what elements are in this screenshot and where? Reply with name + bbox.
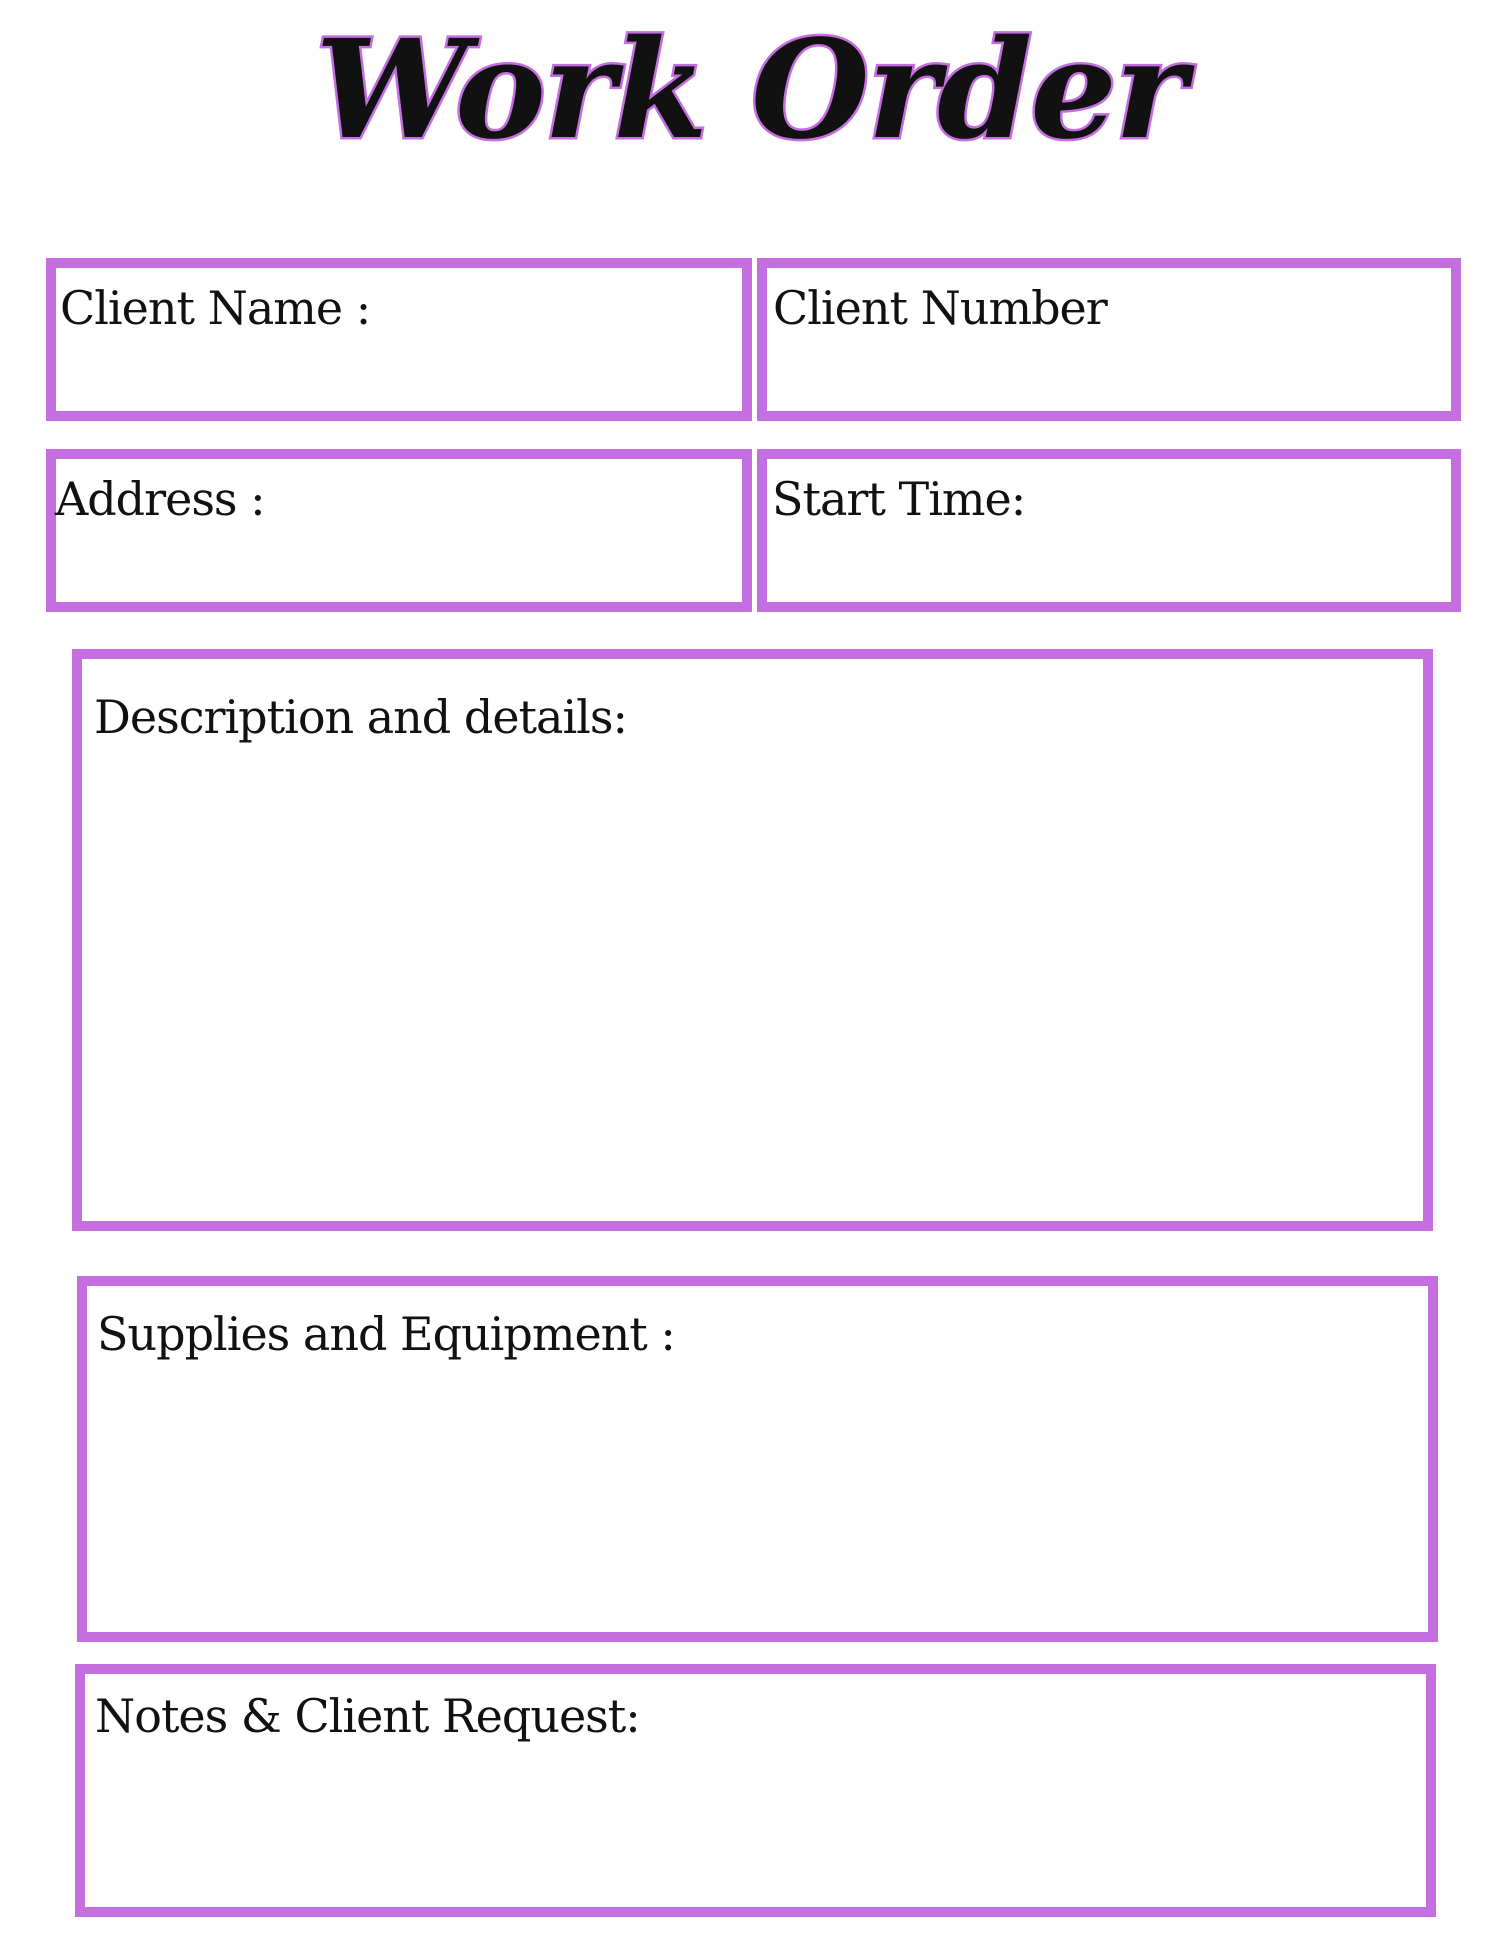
start-time-field[interactable] (757, 449, 1461, 612)
description-label: Description and details: (94, 690, 627, 744)
description-field[interactable] (72, 649, 1433, 1231)
page-title: Work Order (315, 10, 1185, 170)
start-time-label: Start Time: (772, 472, 1026, 526)
notes-field[interactable] (75, 1664, 1436, 1917)
notes-label: Notes & Client Request: (95, 1689, 640, 1743)
supplies-field[interactable] (77, 1276, 1438, 1642)
client-name-field[interactable] (46, 258, 752, 421)
supplies-label: Supplies and Equipment : (97, 1307, 675, 1361)
address-label: Address : (55, 472, 265, 526)
client-name-label: Client Name : (60, 281, 371, 335)
client-number-field[interactable] (757, 258, 1461, 421)
address-field[interactable] (46, 449, 752, 612)
client-number-label: Client Number (773, 281, 1107, 335)
